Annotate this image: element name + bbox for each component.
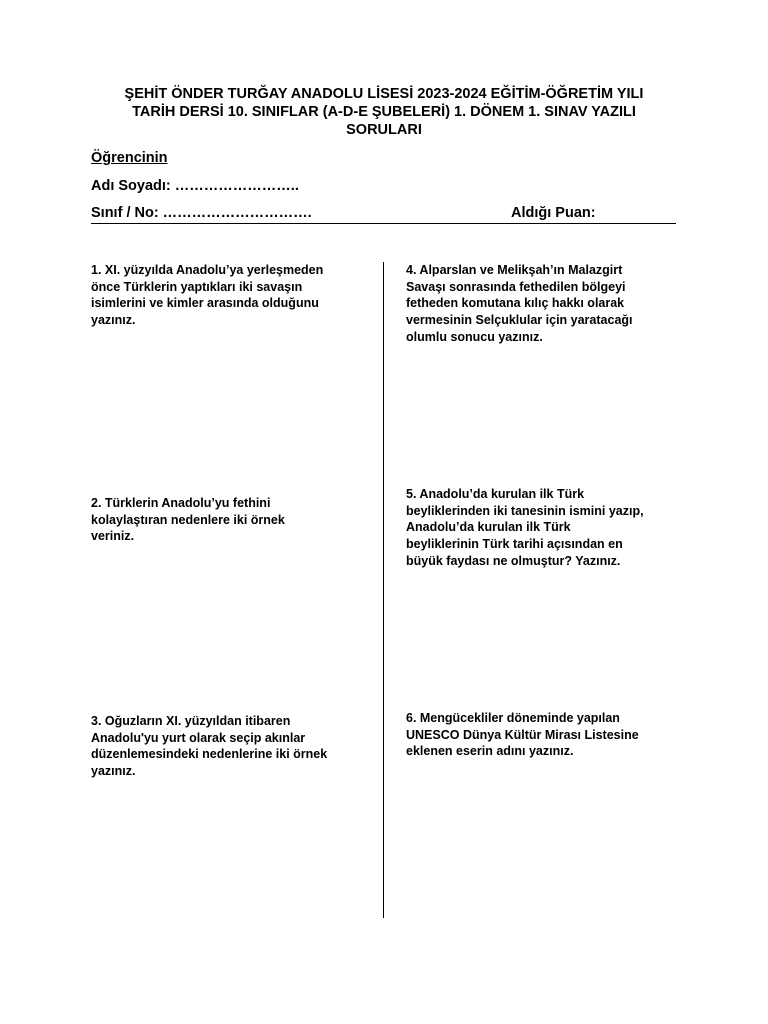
question-3-line: Anadolu'yu yurt olarak seçip akınlar xyxy=(91,730,306,745)
question-1 xyxy=(91,262,323,329)
question-5-line: beyliklerinden iki tanesinin ismini yazıp, xyxy=(406,503,644,518)
question-4-line: Savaşı sonrasında fethedilen bölgeyi xyxy=(406,279,626,294)
question-3-line: yazınız. xyxy=(91,764,136,779)
question-5-line: beyliklerinin Türk tarihi açısından en xyxy=(406,537,623,552)
question-3-line: düzenlemesindeki nedenlerine iki örnek xyxy=(91,747,328,762)
question-2-line: 2. Türklerin Anadolu’yu fethini xyxy=(91,496,271,510)
question-2-line: kolaylaştıran nedenlere iki örnek xyxy=(91,512,285,527)
question-1-line: isimlerini ve kimler arasında olduğunu xyxy=(91,296,319,311)
header-divider xyxy=(91,223,676,224)
exam-title-line-3: SORULARI xyxy=(346,122,422,138)
question-3 xyxy=(91,713,327,780)
student-label: Öğrencinin xyxy=(91,150,168,166)
question-4-line: fetheden komutana kılıç hakkı olarak xyxy=(406,296,625,311)
question-4 xyxy=(406,262,633,346)
question-3-line: 3. Oğuzların XI. yüzyıldan itibaren xyxy=(91,714,291,728)
student-name-field: Adı Soyadı: …………………….. xyxy=(91,178,299,194)
question-5-line: Anadolu’da kurulan ilk Türk xyxy=(406,520,571,535)
question-6-line: eklenen eserin adını yazınız. xyxy=(406,744,574,759)
question-6-line: UNESCO Dünya Kültür Mirası Listesine xyxy=(406,727,639,742)
exam-title-line-1: ŞEHİT ÖNDER TURĞAY ANADOLU LİSESİ 2023-2024 EĞİTİM-ÖĞRETİM YILI xyxy=(124,86,644,102)
question-5-line: 5. Anadolu’da kurulan ilk Türk xyxy=(406,487,585,501)
question-4-line: olumlu sonucu yazınız. xyxy=(406,329,543,344)
column-divider xyxy=(383,262,384,918)
question-1-line: önce Türklerin yaptıkları iki savaşın xyxy=(91,279,303,294)
question-2 xyxy=(91,495,285,545)
question-6 xyxy=(406,710,639,760)
student-class-number-field: Sınıf / No: …………………………. xyxy=(91,205,312,221)
exam-title xyxy=(92,85,676,139)
question-2-line: veriniz. xyxy=(91,529,135,544)
question-6-line: 6. Mengücekliler döneminde yapılan xyxy=(406,711,620,725)
question-4-line: 4. Alparslan ve Melikşah’ın Malazgirt xyxy=(406,263,623,277)
question-1-line: 1. XI. yüzyılda Anadolu’ya yerleşmeden xyxy=(91,263,324,277)
question-1-line: yazınız. xyxy=(91,313,136,328)
question-4-line: vermesinin Selçuklular için yaratacağı xyxy=(406,313,633,328)
question-5 xyxy=(406,486,644,570)
score-label: Aldığı Puan: xyxy=(511,205,596,221)
question-5-line: büyük faydası ne olmuştur? Yazınız. xyxy=(406,553,621,568)
exam-title-line-2: TARİH DERSİ 10. SINIFLAR (A-D-E ŞUBELERİ) 1. DÖNEM 1. SINAV YAZILI xyxy=(132,104,636,120)
